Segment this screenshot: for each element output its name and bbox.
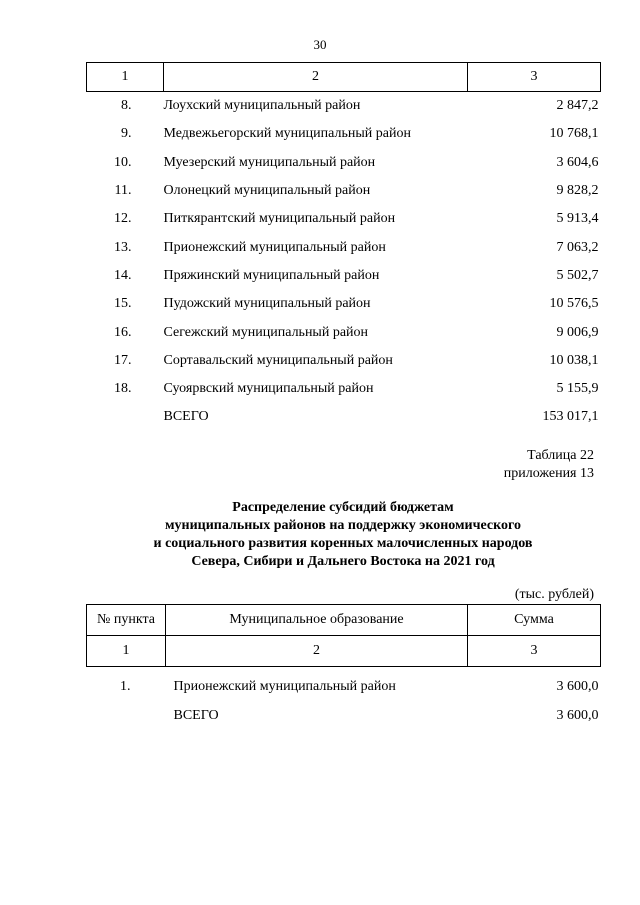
total-row: [87, 702, 601, 731]
row-name: Олонецкий муниципальный район: [163, 183, 371, 199]
column-number-row: [87, 636, 601, 667]
page-number: 30: [313, 37, 327, 52]
row-number: 10.: [114, 154, 132, 170]
row-value: 7 063,2: [556, 239, 599, 255]
units-label: (тыс. рублей): [514, 587, 594, 602]
row-value: 10 768,1: [549, 126, 599, 142]
row-value: 10 038,1: [549, 352, 599, 368]
column-number: 3: [468, 63, 601, 92]
table-row: [87, 149, 601, 177]
table-row: [87, 262, 601, 290]
row-value: 5 913,4: [556, 211, 599, 227]
table-row: [87, 233, 601, 261]
row-number: 16.: [114, 324, 132, 340]
row-value: 3 604,6: [556, 154, 599, 170]
title-line: и социального развития коренных малочисленных народов: [153, 536, 533, 551]
title-line: Распределение субсидий бюджетам: [232, 500, 454, 515]
row-name: Прионежский муниципальный район: [173, 679, 396, 695]
row-number: 11.: [114, 183, 132, 199]
row-number: 12.: [114, 211, 132, 227]
column-number-row: [87, 63, 601, 92]
header-cell: Муниципальное образование: [166, 605, 468, 636]
title-line: Севера, Сибири и Дальнего Востока на 2021 год: [191, 554, 495, 569]
row-number: 13.: [114, 239, 132, 255]
table-label: Таблица 22: [527, 448, 594, 463]
table-row: [87, 318, 601, 346]
table-row: [87, 92, 601, 121]
row-number: 9.: [121, 126, 132, 142]
table-row: [87, 667, 601, 702]
total-label: ВСЕГО: [173, 707, 219, 723]
row-name: Питкярантский муниципальный район: [163, 211, 396, 227]
row-number: 15.: [114, 296, 132, 312]
table-row: [87, 347, 601, 375]
table-row: [87, 290, 601, 318]
column-number: 3: [468, 636, 601, 667]
column-number: 1: [87, 63, 164, 92]
table-row: [87, 205, 601, 233]
appendix-label: приложения 13: [503, 466, 594, 481]
total-value: 3 600,0: [556, 707, 599, 723]
row-name: Прионежский муниципальный район: [163, 239, 386, 255]
row-number: 14.: [114, 267, 132, 283]
column-number: 2: [166, 636, 468, 667]
row-number: 18.: [114, 381, 132, 397]
row-name: Муезерский муниципальный район: [163, 154, 376, 170]
row-value: 9 006,9: [556, 324, 599, 340]
subsidy-table-continued: [86, 62, 601, 432]
row-name: Сегежский муниципальный район: [163, 324, 369, 340]
header-cell: Сумма: [468, 605, 601, 636]
row-name: Пудожский муниципальный район: [163, 296, 371, 312]
table-caption: [504, 447, 594, 483]
row-number: 17.: [114, 352, 132, 368]
row-name: Сортавальский муниципальный район: [163, 352, 393, 368]
subsidy-table-22: [86, 604, 601, 730]
table-row: [87, 375, 601, 403]
header-cell: № пункта: [87, 605, 166, 636]
row-name: Медвежьегорский муниципальный район: [163, 126, 411, 142]
table-title: [0, 499, 640, 571]
row-value: 5 502,7: [556, 267, 599, 283]
row-value: 10 576,5: [549, 296, 599, 312]
row-value: 3 600,0: [556, 679, 599, 695]
table-row: [87, 177, 601, 205]
total-label: ВСЕГО: [163, 409, 209, 425]
row-name: Лоухский муниципальный район: [163, 98, 361, 114]
title-line: муниципальных районов на поддержку экономического: [164, 518, 521, 533]
column-number: 1: [87, 636, 166, 667]
row-name: Суоярвский муниципальный район: [163, 381, 374, 397]
total-value: 153 017,1: [542, 409, 599, 425]
row-value: 2 847,2: [556, 98, 599, 114]
header-row: [87, 605, 601, 636]
column-number: 2: [164, 63, 468, 92]
row-number: 1.: [120, 679, 131, 695]
total-row: [87, 403, 601, 431]
row-name: Пряжинский муниципальный район: [163, 267, 380, 283]
row-value: 9 828,2: [556, 183, 599, 199]
table-row: [87, 120, 601, 148]
row-value: 5 155,9: [556, 381, 599, 397]
row-number: 8.: [121, 98, 132, 114]
